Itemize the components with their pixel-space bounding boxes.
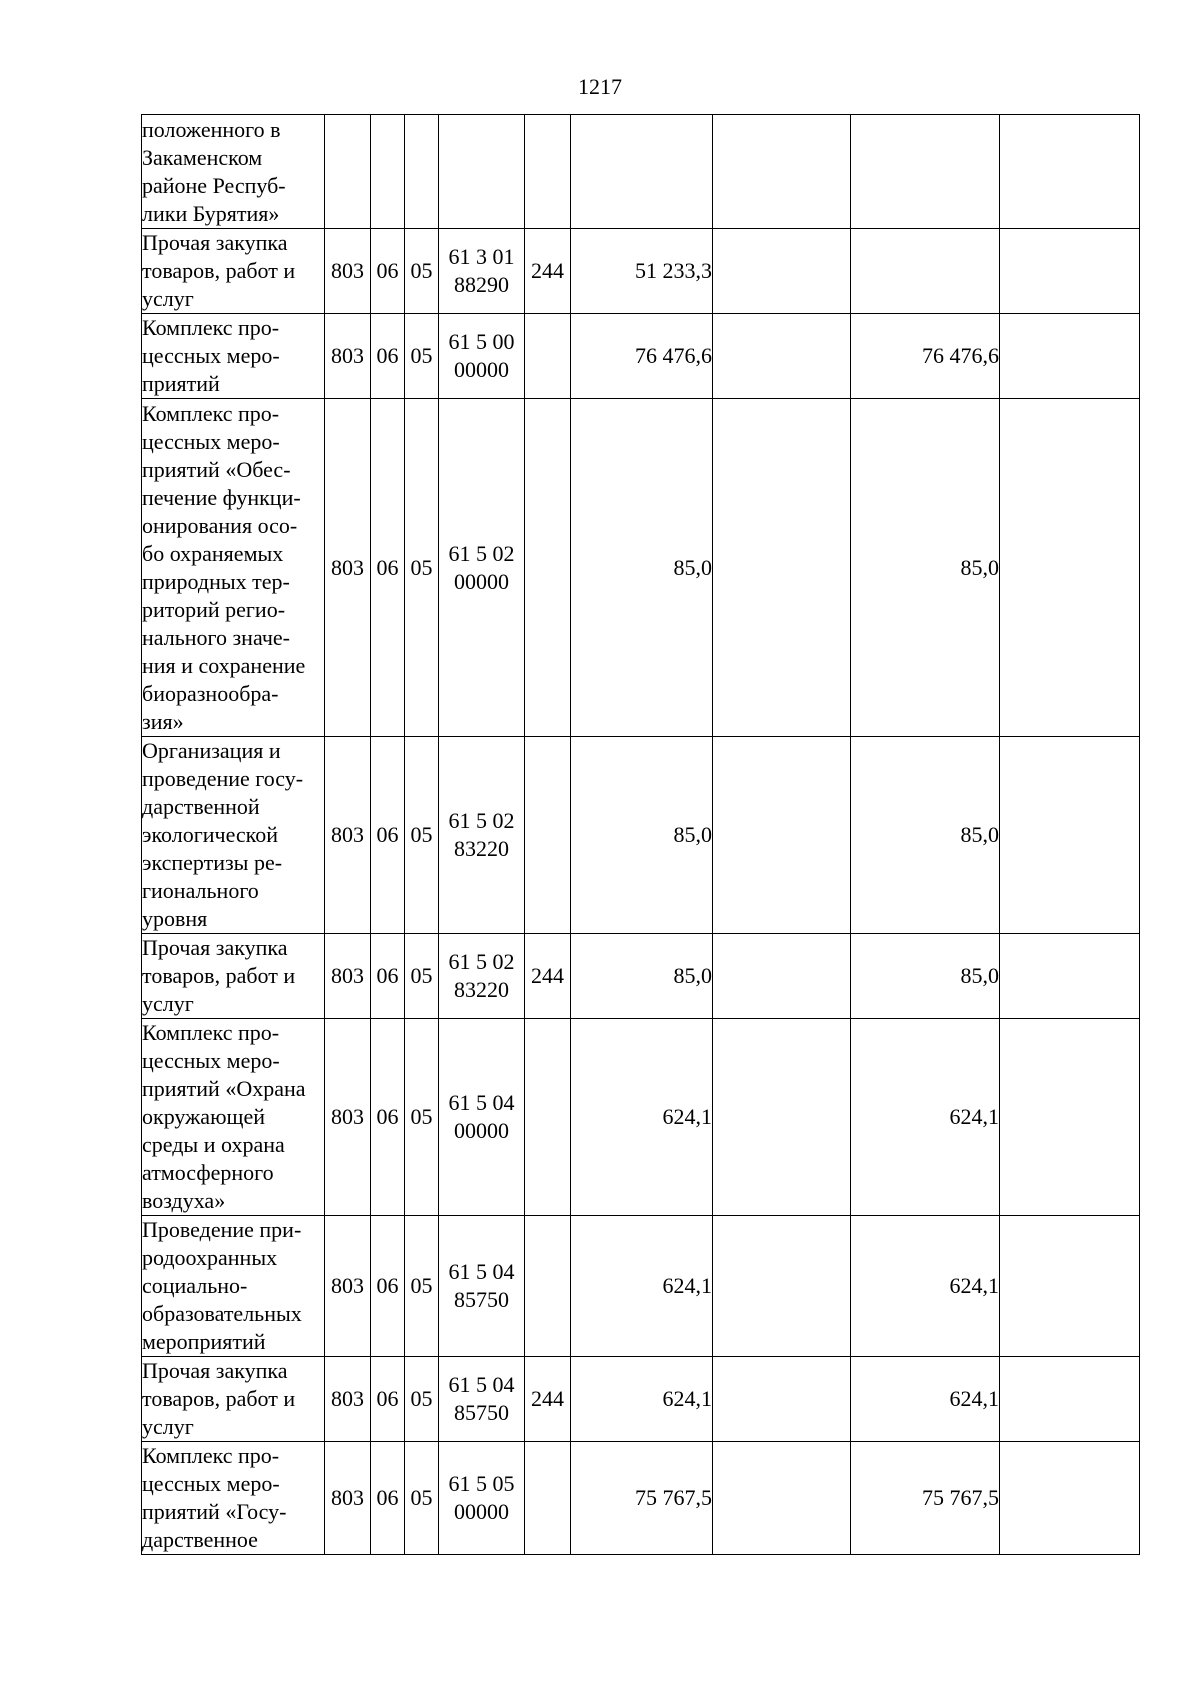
cell-rz: 06 — [371, 934, 405, 1019]
cell-sum: 85,0 — [571, 934, 713, 1019]
cell-col8: 76 476,6 — [851, 314, 1000, 399]
cell-gr: 803 — [325, 1019, 371, 1216]
cell-rz: 06 — [371, 314, 405, 399]
table-row — [142, 1019, 1140, 1216]
cell-pr: 05 — [405, 229, 439, 314]
cell-col8: 75 767,5 — [851, 1442, 1000, 1555]
table-row — [142, 934, 1140, 1019]
cell-pr: 05 — [405, 1216, 439, 1357]
row-name: Прочая закупка товаров, работ и услуг — [142, 934, 325, 1019]
cell-csr — [439, 115, 525, 229]
cell-sum: 624,1 — [571, 1357, 713, 1442]
cell-col8: 624,1 — [851, 1019, 1000, 1216]
cell-col9 — [1000, 1019, 1140, 1216]
cell-col7 — [713, 399, 851, 737]
cell-pr — [405, 115, 439, 229]
cell-rz — [371, 115, 405, 229]
cell-vr — [525, 1216, 571, 1357]
table-row — [142, 737, 1140, 934]
cell-col8: 624,1 — [851, 1216, 1000, 1357]
cell-rz: 06 — [371, 1442, 405, 1555]
budget-table — [141, 114, 1140, 1555]
cell-col9 — [1000, 399, 1140, 737]
row-name: Проведение при- родоохранных социально- образовательных мероприятий — [142, 1216, 325, 1357]
cell-csr: 61 5 04 85750 — [439, 1216, 525, 1357]
cell-vr — [525, 1019, 571, 1216]
row-name: Организация и проведение госу- дарственной экологической экспертизы ре- гионального уровня — [142, 737, 325, 934]
table-row — [142, 1216, 1140, 1357]
cell-col8: 85,0 — [851, 399, 1000, 737]
cell-col9 — [1000, 115, 1140, 229]
cell-col7 — [713, 737, 851, 934]
cell-col9 — [1000, 314, 1140, 399]
cell-vr — [525, 314, 571, 399]
cell-col9 — [1000, 1357, 1140, 1442]
cell-rz: 06 — [371, 399, 405, 737]
cell-csr: 61 5 05 00000 — [439, 1442, 525, 1555]
row-name: положенного в Закаменском районе Респуб- лики Бурятия» — [142, 115, 325, 229]
cell-sum: 85,0 — [571, 399, 713, 737]
cell-rz: 06 — [371, 1216, 405, 1357]
table-row — [142, 1357, 1140, 1442]
cell-pr: 05 — [405, 1442, 439, 1555]
table-row — [142, 1442, 1140, 1555]
cell-vr — [525, 399, 571, 737]
cell-gr — [325, 115, 371, 229]
cell-rz: 06 — [371, 1357, 405, 1442]
cell-sum: 75 767,5 — [571, 1442, 713, 1555]
cell-vr: 244 — [525, 934, 571, 1019]
cell-gr: 803 — [325, 1357, 371, 1442]
table-row — [142, 115, 1140, 229]
cell-pr: 05 — [405, 1019, 439, 1216]
cell-gr: 803 — [325, 934, 371, 1019]
cell-vr — [525, 1442, 571, 1555]
table-row — [142, 399, 1140, 737]
page-number: 1217 — [578, 74, 622, 99]
cell-col9 — [1000, 1442, 1140, 1555]
row-name: Комплекс про- цессных меро- приятий «Охрана окружающей среды и охрана атмосферного воздуха» — [142, 1019, 325, 1216]
cell-sum: 76 476,6 — [571, 314, 713, 399]
cell-pr: 05 — [405, 737, 439, 934]
cell-col9 — [1000, 1216, 1140, 1357]
cell-gr: 803 — [325, 229, 371, 314]
row-name: Комплекс про- цессных меро- приятий — [142, 314, 325, 399]
cell-vr — [525, 737, 571, 934]
cell-col8: 85,0 — [851, 934, 1000, 1019]
row-name: Комплекс про- цессных меро- приятий «Госу- дарственное — [142, 1442, 325, 1555]
cell-col8: 85,0 — [851, 737, 1000, 934]
cell-sum — [571, 115, 713, 229]
cell-csr: 61 5 02 00000 — [439, 399, 525, 737]
cell-col8 — [851, 229, 1000, 314]
cell-sum: 51 233,3 — [571, 229, 713, 314]
cell-gr: 803 — [325, 399, 371, 737]
cell-gr: 803 — [325, 1216, 371, 1357]
cell-vr: 244 — [525, 229, 571, 314]
row-name: Прочая закупка товаров, работ и услуг — [142, 1357, 325, 1442]
cell-sum: 624,1 — [571, 1019, 713, 1216]
cell-csr: 61 5 00 00000 — [439, 314, 525, 399]
cell-col7 — [713, 1019, 851, 1216]
cell-col7 — [713, 1357, 851, 1442]
cell-csr: 61 3 01 88290 — [439, 229, 525, 314]
cell-col7 — [713, 934, 851, 1019]
cell-gr: 803 — [325, 737, 371, 934]
cell-csr: 61 5 04 85750 — [439, 1357, 525, 1442]
cell-gr: 803 — [325, 1442, 371, 1555]
cell-col8 — [851, 115, 1000, 229]
cell-col7 — [713, 229, 851, 314]
cell-csr: 61 5 02 83220 — [439, 934, 525, 1019]
cell-vr — [525, 115, 571, 229]
cell-pr: 05 — [405, 314, 439, 399]
cell-col8: 624,1 — [851, 1357, 1000, 1442]
cell-col7 — [713, 1216, 851, 1357]
cell-sum: 624,1 — [571, 1216, 713, 1357]
cell-vr: 244 — [525, 1357, 571, 1442]
cell-rz: 06 — [371, 737, 405, 934]
cell-pr: 05 — [405, 934, 439, 1019]
cell-sum: 85,0 — [571, 737, 713, 934]
row-name: Комплекс про- цессных меро- приятий «Обес- печение функци- онирования осо- бо охраняемых природных тер- риторий регио- нального значе- ния и сохранение биоразнообра- зия» — [142, 399, 325, 737]
cell-col7 — [713, 314, 851, 399]
cell-gr: 803 — [325, 314, 371, 399]
cell-col7 — [713, 115, 851, 229]
cell-rz: 06 — [371, 229, 405, 314]
cell-col9 — [1000, 737, 1140, 934]
row-name: Прочая закупка товаров, работ и услуг — [142, 229, 325, 314]
cell-col9 — [1000, 229, 1140, 314]
cell-csr: 61 5 04 00000 — [439, 1019, 525, 1216]
cell-pr: 05 — [405, 1357, 439, 1442]
cell-col9 — [1000, 934, 1140, 1019]
table-row — [142, 229, 1140, 314]
cell-rz: 06 — [371, 1019, 405, 1216]
table-row — [142, 314, 1140, 399]
cell-pr: 05 — [405, 399, 439, 737]
cell-csr: 61 5 02 83220 — [439, 737, 525, 934]
cell-col7 — [713, 1442, 851, 1555]
